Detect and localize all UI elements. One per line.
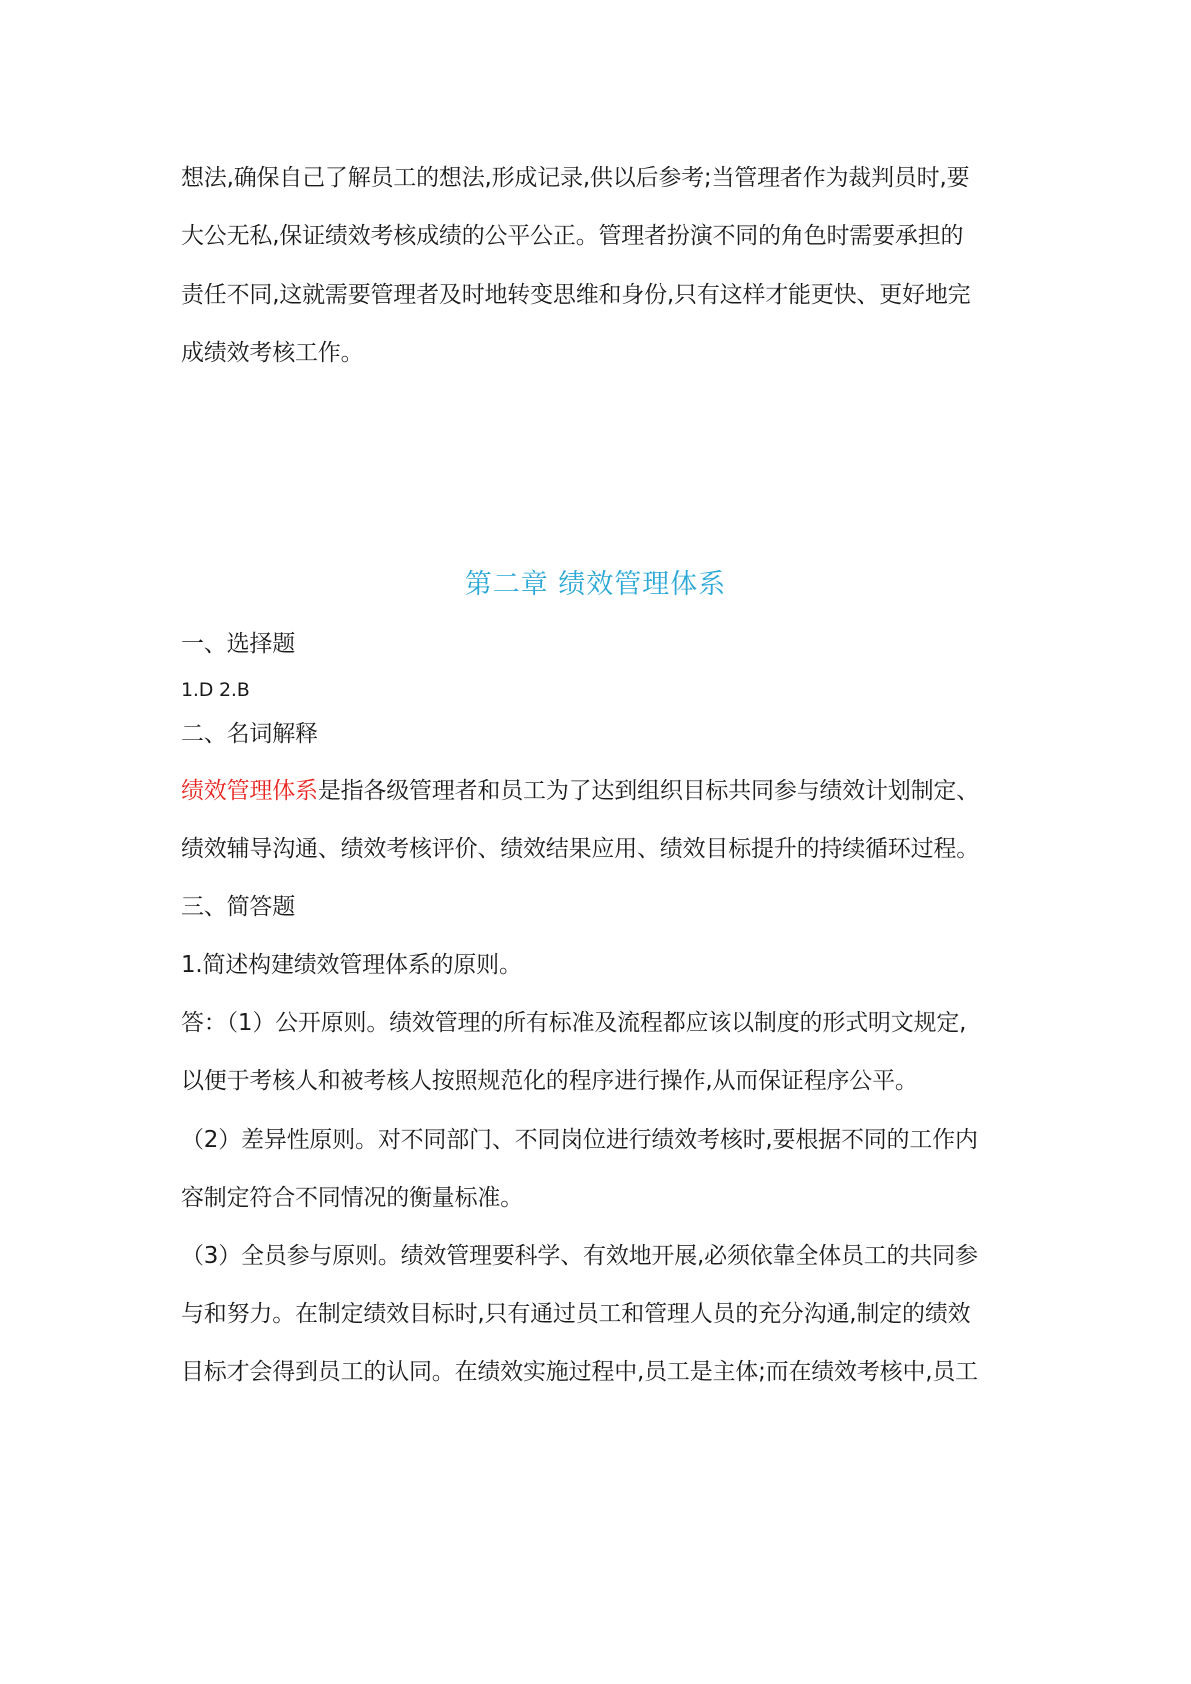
term-definition-line xyxy=(181,775,1021,807)
answer-line: 容制定符合不同情况的衡量标准。 xyxy=(181,1185,524,1211)
highlighted-term: 绩效管理体系 xyxy=(181,778,318,804)
answer-line: （2）差异性原则。对不同部门、不同岗位进行绩效考核时,要根据不同的工作内 xyxy=(181,1127,978,1153)
paragraph-line: 成绩效考核工作。 xyxy=(181,340,364,366)
definition-text: 是指各级管理者和员工为了达到组织目标共同参与绩效计划制定、 xyxy=(317,778,980,804)
question-text: 1.简述构建绩效管理体系的原则。 xyxy=(181,952,522,978)
choice-answers: 1.D 2.B xyxy=(181,679,250,701)
answer-line: 与和努力。在制定绩效目标时,只有通过员工和管理人员的充分沟通,制定的绩效 xyxy=(181,1301,971,1327)
section-title-terms: 二、名词解释 xyxy=(181,721,318,747)
answer-line: 以便于考核人和被考核人按照规范化的程序进行操作,从而保证程序公平。 xyxy=(181,1068,918,1094)
section-title-short-answer: 三、简答题 xyxy=(181,894,296,920)
paragraph-line: 大公无私,保证绩效考核成绩的公平公正。管理者扮演不同的角色时需要承担的 xyxy=(181,223,964,249)
answer-line: 答：（1）公开原则。绩效管理的所有标准及流程都应该以制度的形式明文规定, xyxy=(181,1010,967,1036)
paragraph-line: 想法,确保自己了解员工的想法,形成记录,供以后参考;当管理者作为裁判员时,要 xyxy=(181,165,970,191)
answer-line: 目标才会得到员工的认同。在绩效实施过程中,员工是主体;而在绩效考核中,员工 xyxy=(181,1359,978,1385)
answer-line: （3）全员参与原则。绩效管理要科学、有效地开展,必须依靠全体员工的共同参 xyxy=(181,1243,978,1269)
term-definition-line: 绩效辅导沟通、绩效考核评价、绩效结果应用、绩效目标提升的持续循环过程。 xyxy=(181,836,980,862)
paragraph-line: 责任不同,这就需要管理者及时地转变思维和身份,只有这样才能更快、更好地完 xyxy=(181,282,971,308)
chapter-title: 第二章 绩效管理体系 xyxy=(464,569,727,600)
section-title-choice: 一、选择题 xyxy=(181,631,296,657)
